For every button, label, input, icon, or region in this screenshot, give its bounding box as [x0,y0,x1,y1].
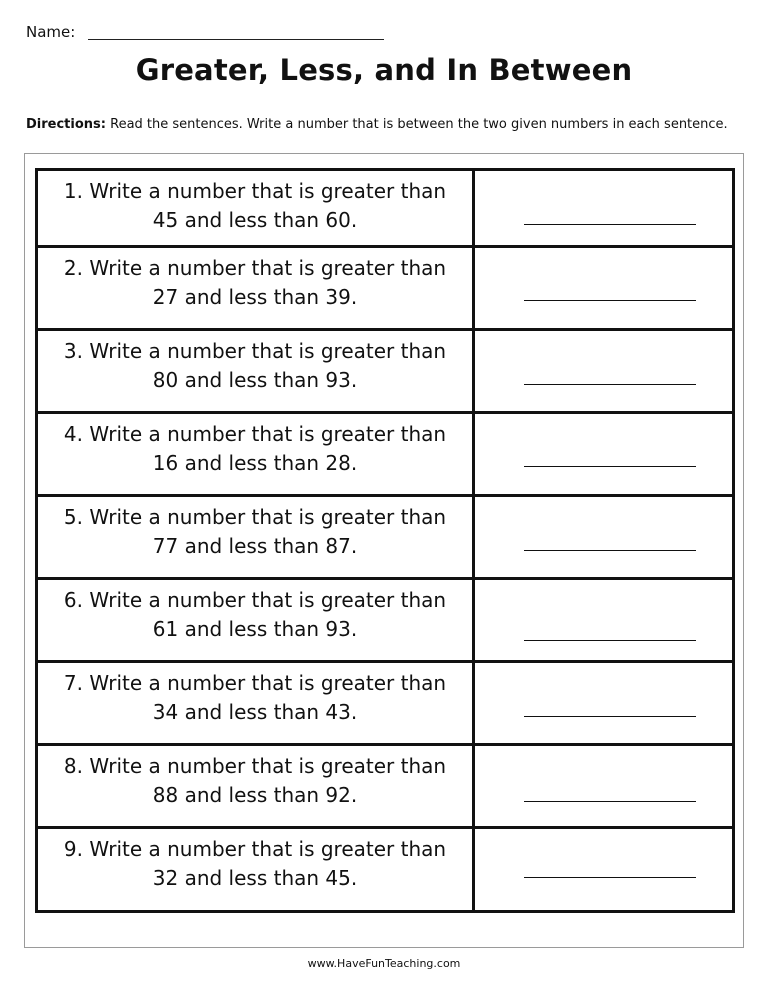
table-row [38,580,732,663]
worksheet-title: Greater, Less, and In Between [135,53,633,87]
question-line-1: 3. Write a number that is greater than [63,339,447,363]
footer-website: www.HaveFunTeaching.com [307,957,461,970]
table-row [38,331,732,414]
question-text [38,503,472,561]
table-row [38,746,732,829]
question-line-2: 16 and less than 28. [152,451,358,475]
question-line-2: 61 and less than 93. [152,617,358,641]
table-row [38,829,732,910]
question-line-2: 34 and less than 43. [152,700,358,724]
answer-blank[interactable] [524,877,696,878]
question-line-1: 1. Write a number that is greater than [63,179,447,203]
directions-label: Directions: [26,117,106,132]
table-row [38,248,732,331]
question-text [38,337,472,395]
answer-blank[interactable] [524,801,696,802]
name-blank-line[interactable] [88,39,384,40]
answer-blank[interactable] [524,466,696,467]
question-line-1: 5. Write a number that is greater than [63,505,447,529]
directions [26,116,746,134]
question-line-1: 9. Write a number that is greater than [63,837,447,861]
directions-text: Read the sentences. Write a number that is between the two given numbers in each sentence. [105,117,728,132]
question-line-2: 27 and less than 39. [152,285,358,309]
question-text [38,177,472,235]
question-line-2: 77 and less than 87. [152,534,358,558]
question-table [35,168,735,913]
question-line-2: 88 and less than 92. [152,783,358,807]
answer-blank[interactable] [524,550,696,551]
question-line-2: 80 and less than 93. [152,368,358,392]
question-text [38,669,472,727]
question-text [38,254,472,312]
question-text [38,752,472,810]
question-line-1: 6. Write a number that is greater than [63,588,447,612]
table-row [38,497,732,580]
answer-blank[interactable] [524,716,696,717]
question-line-1: 2. Write a number that is greater than [63,256,447,280]
question-line-2: 32 and less than 45. [152,866,358,890]
question-text [38,835,472,893]
question-line-1: 4. Write a number that is greater than [63,422,447,446]
question-line-1: 8. Write a number that is greater than [63,754,447,778]
answer-blank[interactable] [524,640,696,641]
name-field-row [26,22,386,44]
question-line-2: 45 and less than 60. [152,208,358,232]
answer-blank[interactable] [524,384,696,385]
question-line-1: 7. Write a number that is greater than [63,671,447,695]
question-text [38,586,472,644]
table-row [38,414,732,497]
table-row [38,171,732,248]
answer-blank[interactable] [524,300,696,301]
name-label: Name: [26,23,76,41]
table-row [38,663,732,746]
question-text [38,420,472,478]
answer-blank[interactable] [524,224,696,225]
